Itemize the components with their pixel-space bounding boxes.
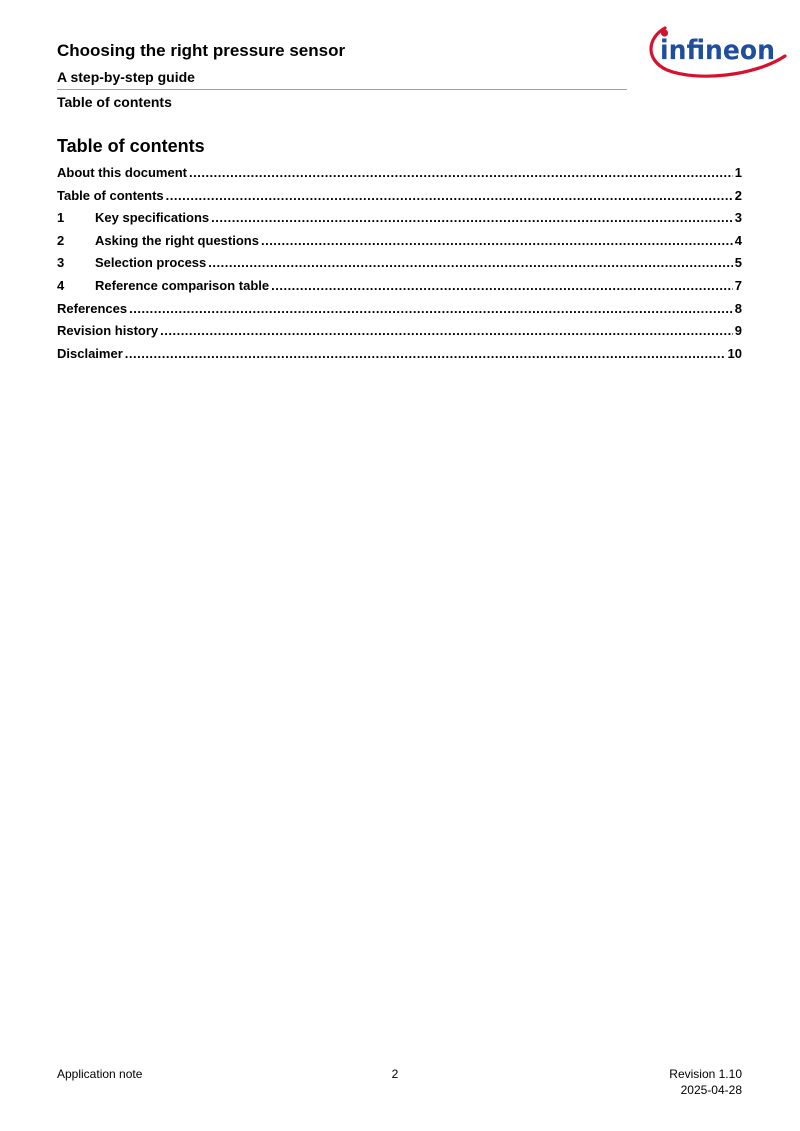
footer-date: 2025-04-28 bbox=[680, 1083, 742, 1097]
toc-entry-page: 2 bbox=[734, 187, 742, 203]
toc-entry-title: Revision history bbox=[57, 323, 159, 339]
toc-entry-page: 7 bbox=[734, 277, 742, 293]
document-header bbox=[57, 40, 627, 112]
document-subtitle: A step-by-step guide bbox=[57, 67, 627, 90]
toc-entry-table-of-contents[interactable] bbox=[57, 187, 742, 210]
toc-leader-dots bbox=[189, 164, 733, 182]
toc-entry-number: 1 bbox=[57, 210, 65, 226]
toc-entry-disclaimer[interactable] bbox=[57, 345, 742, 368]
toc-entry-page: 5 bbox=[734, 255, 742, 271]
toc-leader-dots bbox=[129, 300, 733, 318]
toc-entry-title: Key specifications bbox=[95, 210, 210, 226]
toc-leader-dots bbox=[271, 277, 733, 295]
toc-entry-page: 3 bbox=[734, 210, 742, 226]
footer-revision: Revision 1.10 bbox=[669, 1067, 742, 1081]
toc-entry-about[interactable] bbox=[57, 164, 742, 187]
toc-entry-revision-history[interactable] bbox=[57, 322, 742, 345]
toc-entry-number: 2 bbox=[57, 232, 65, 248]
toc-entry-title: Table of contents bbox=[57, 187, 164, 203]
footer-revision-block bbox=[669, 1066, 742, 1098]
footer-page-number: 2 bbox=[391, 1067, 399, 1081]
toc-entry-title: Disclaimer bbox=[57, 345, 123, 361]
toc-leader-dots bbox=[208, 254, 732, 272]
toc-leader-dots bbox=[166, 187, 733, 205]
toc-entry-page: 1 bbox=[734, 165, 742, 180]
toc-entry-asking-questions[interactable] bbox=[57, 232, 742, 255]
toc-entry-number: 4 bbox=[57, 277, 65, 293]
toc-leader-dots bbox=[160, 322, 733, 340]
infineon-logo bbox=[645, 16, 787, 82]
toc-entry-references[interactable] bbox=[57, 300, 742, 323]
toc-entry-title: Reference comparison table bbox=[95, 277, 270, 293]
toc-entry-page: 4 bbox=[734, 232, 742, 248]
toc-list bbox=[57, 164, 742, 367]
toc-entry-page: 10 bbox=[727, 345, 742, 361]
toc-leader-dots bbox=[211, 209, 733, 227]
toc-entry-number: 3 bbox=[57, 255, 65, 271]
logo-wordmark: infineon bbox=[660, 35, 775, 66]
toc-entry-title: Asking the right questions bbox=[95, 232, 259, 248]
toc-entry-page: 9 bbox=[734, 323, 742, 339]
infineon-logo-graphic bbox=[645, 16, 787, 82]
toc-entry-title: References bbox=[57, 300, 128, 316]
document-title: Choosing the right pressure sensor bbox=[57, 41, 346, 60]
toc-leader-dots bbox=[125, 345, 726, 363]
toc-entry-page: 8 bbox=[734, 300, 742, 316]
toc-entry-key-specifications[interactable] bbox=[57, 209, 742, 232]
toc-entry-reference-comparison[interactable] bbox=[57, 277, 742, 300]
running-section-title: Table of contents bbox=[57, 94, 172, 110]
footer-document-type: Application note bbox=[57, 1067, 143, 1081]
toc-heading: Table of contents bbox=[57, 136, 205, 156]
toc-entry-selection-process[interactable] bbox=[57, 254, 742, 277]
toc-entry-title: Selection process bbox=[95, 255, 207, 271]
toc-leader-dots bbox=[261, 232, 733, 250]
toc-entry-title: About this document bbox=[57, 165, 187, 180]
